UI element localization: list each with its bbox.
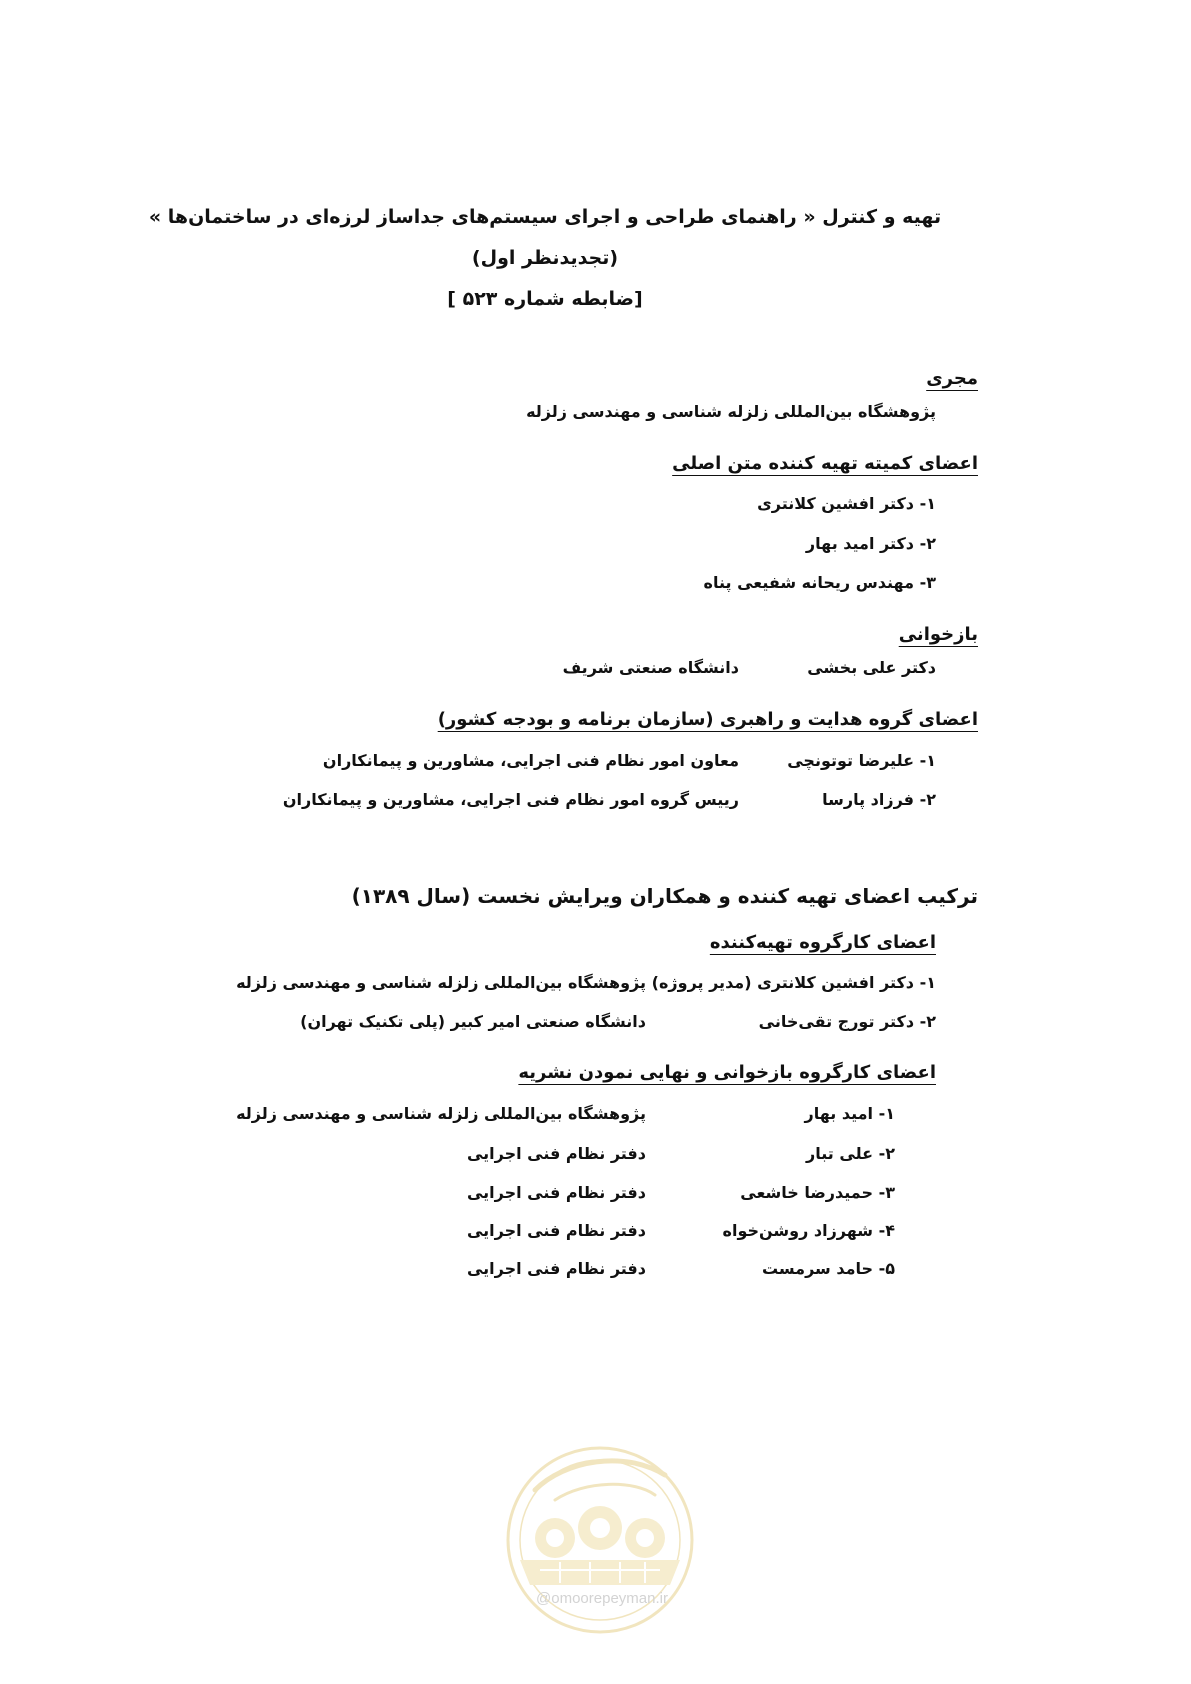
watermark-logo <box>495 1420 705 1670</box>
first-edition-heading: ترکیب اعضای تهیه کننده و همکاران ویرایش نخست (سال ۱۳۸۹) <box>351 884 978 908</box>
guidance-member-role: معاون امور نظام فنی اجرایی، مشاورین و پیمانکاران <box>322 751 739 770</box>
review-group-name: ۳- حمیدرضا خاشعی <box>740 1183 895 1202</box>
working-group-heading: اعضای کارگروه تهیه‌کننده <box>709 932 936 953</box>
guidance-member-name: ۲- فرزاد پارسا <box>822 790 936 809</box>
working-group-name: ۲- دکتر تورج تقی‌خانی <box>758 1012 936 1031</box>
executor-body: پژوهشگاه بین‌المللی زلزله شناسی و مهندسی زلزله <box>526 402 936 421</box>
watermark-url: @omoorepeyman.ir <box>536 1590 668 1607</box>
guidance-member-role: رییس گروه امور نظام فنی اجرایی، مشاورین و پیمانکاران <box>282 790 739 809</box>
reviewer-name: دکتر علی بخشی <box>807 658 936 677</box>
standard-code: [ضابطه شماره ۵۲۳ ] <box>447 288 643 310</box>
working-group-org: پژوهشگاه بین‌المللی زلزله شناسی و مهندسی زلزله <box>236 973 646 992</box>
committee-member: ۲- دکتر امید بهار <box>805 534 936 553</box>
document-title: تهیه و کنترل « راهنمای طراحی و اجرای سیستم‌های جداساز لرزه‌ای در ساختمان‌ها » <box>148 206 942 228</box>
reviewer-org: دانشگاه صنعتی شریف <box>562 658 739 677</box>
executor-heading: مجری <box>926 368 978 389</box>
review-group-org: دفتر نظام فنی اجرایی <box>466 1221 646 1240</box>
review-group-org: پژوهشگاه بین‌المللی زلزله شناسی و مهندسی زلزله <box>236 1104 646 1123</box>
review-group-org: دفتر نظام فنی اجرایی <box>466 1183 646 1202</box>
guidance-heading: اعضای گروه هدایت و راهبری (سازمان برنامه و بودجه کشور) <box>437 709 978 730</box>
review-group-heading: اعضای کارگروه بازخوانی و نهایی نمودن نشریه <box>518 1062 936 1083</box>
committee-heading: اعضای کمیته تهیه کننده متن اصلی <box>672 453 978 474</box>
committee-member: ۱- دکتر افشین کلانتری <box>757 494 936 513</box>
committee-member: ۳- مهندس ریحانه شفیعی پناه <box>703 573 936 592</box>
working-group-org: دانشگاه صنعتی امیر کبیر (پلی تکنیک تهران) <box>300 1012 646 1031</box>
review-group-name: ۴- شهرزاد روشن‌خواه <box>722 1221 895 1240</box>
review-group-org: دفتر نظام فنی اجرایی <box>466 1144 646 1163</box>
review-group-org: دفتر نظام فنی اجرایی <box>466 1259 646 1278</box>
working-group-name: ۱- دکتر افشین کلانتری (مدیر پروژه) <box>651 973 936 992</box>
review-group-name: ۵- حامد سرمست <box>761 1259 895 1278</box>
revision-label: (تجدیدنظر اول) <box>471 247 619 269</box>
review-group-name: ۲- علی تبار <box>806 1144 895 1163</box>
guidance-member-name: ۱- علیرضا توتونچی <box>787 751 936 770</box>
review-heading: بازخوانی <box>898 624 978 645</box>
review-group-name: ۱- امید بهار <box>804 1104 895 1123</box>
